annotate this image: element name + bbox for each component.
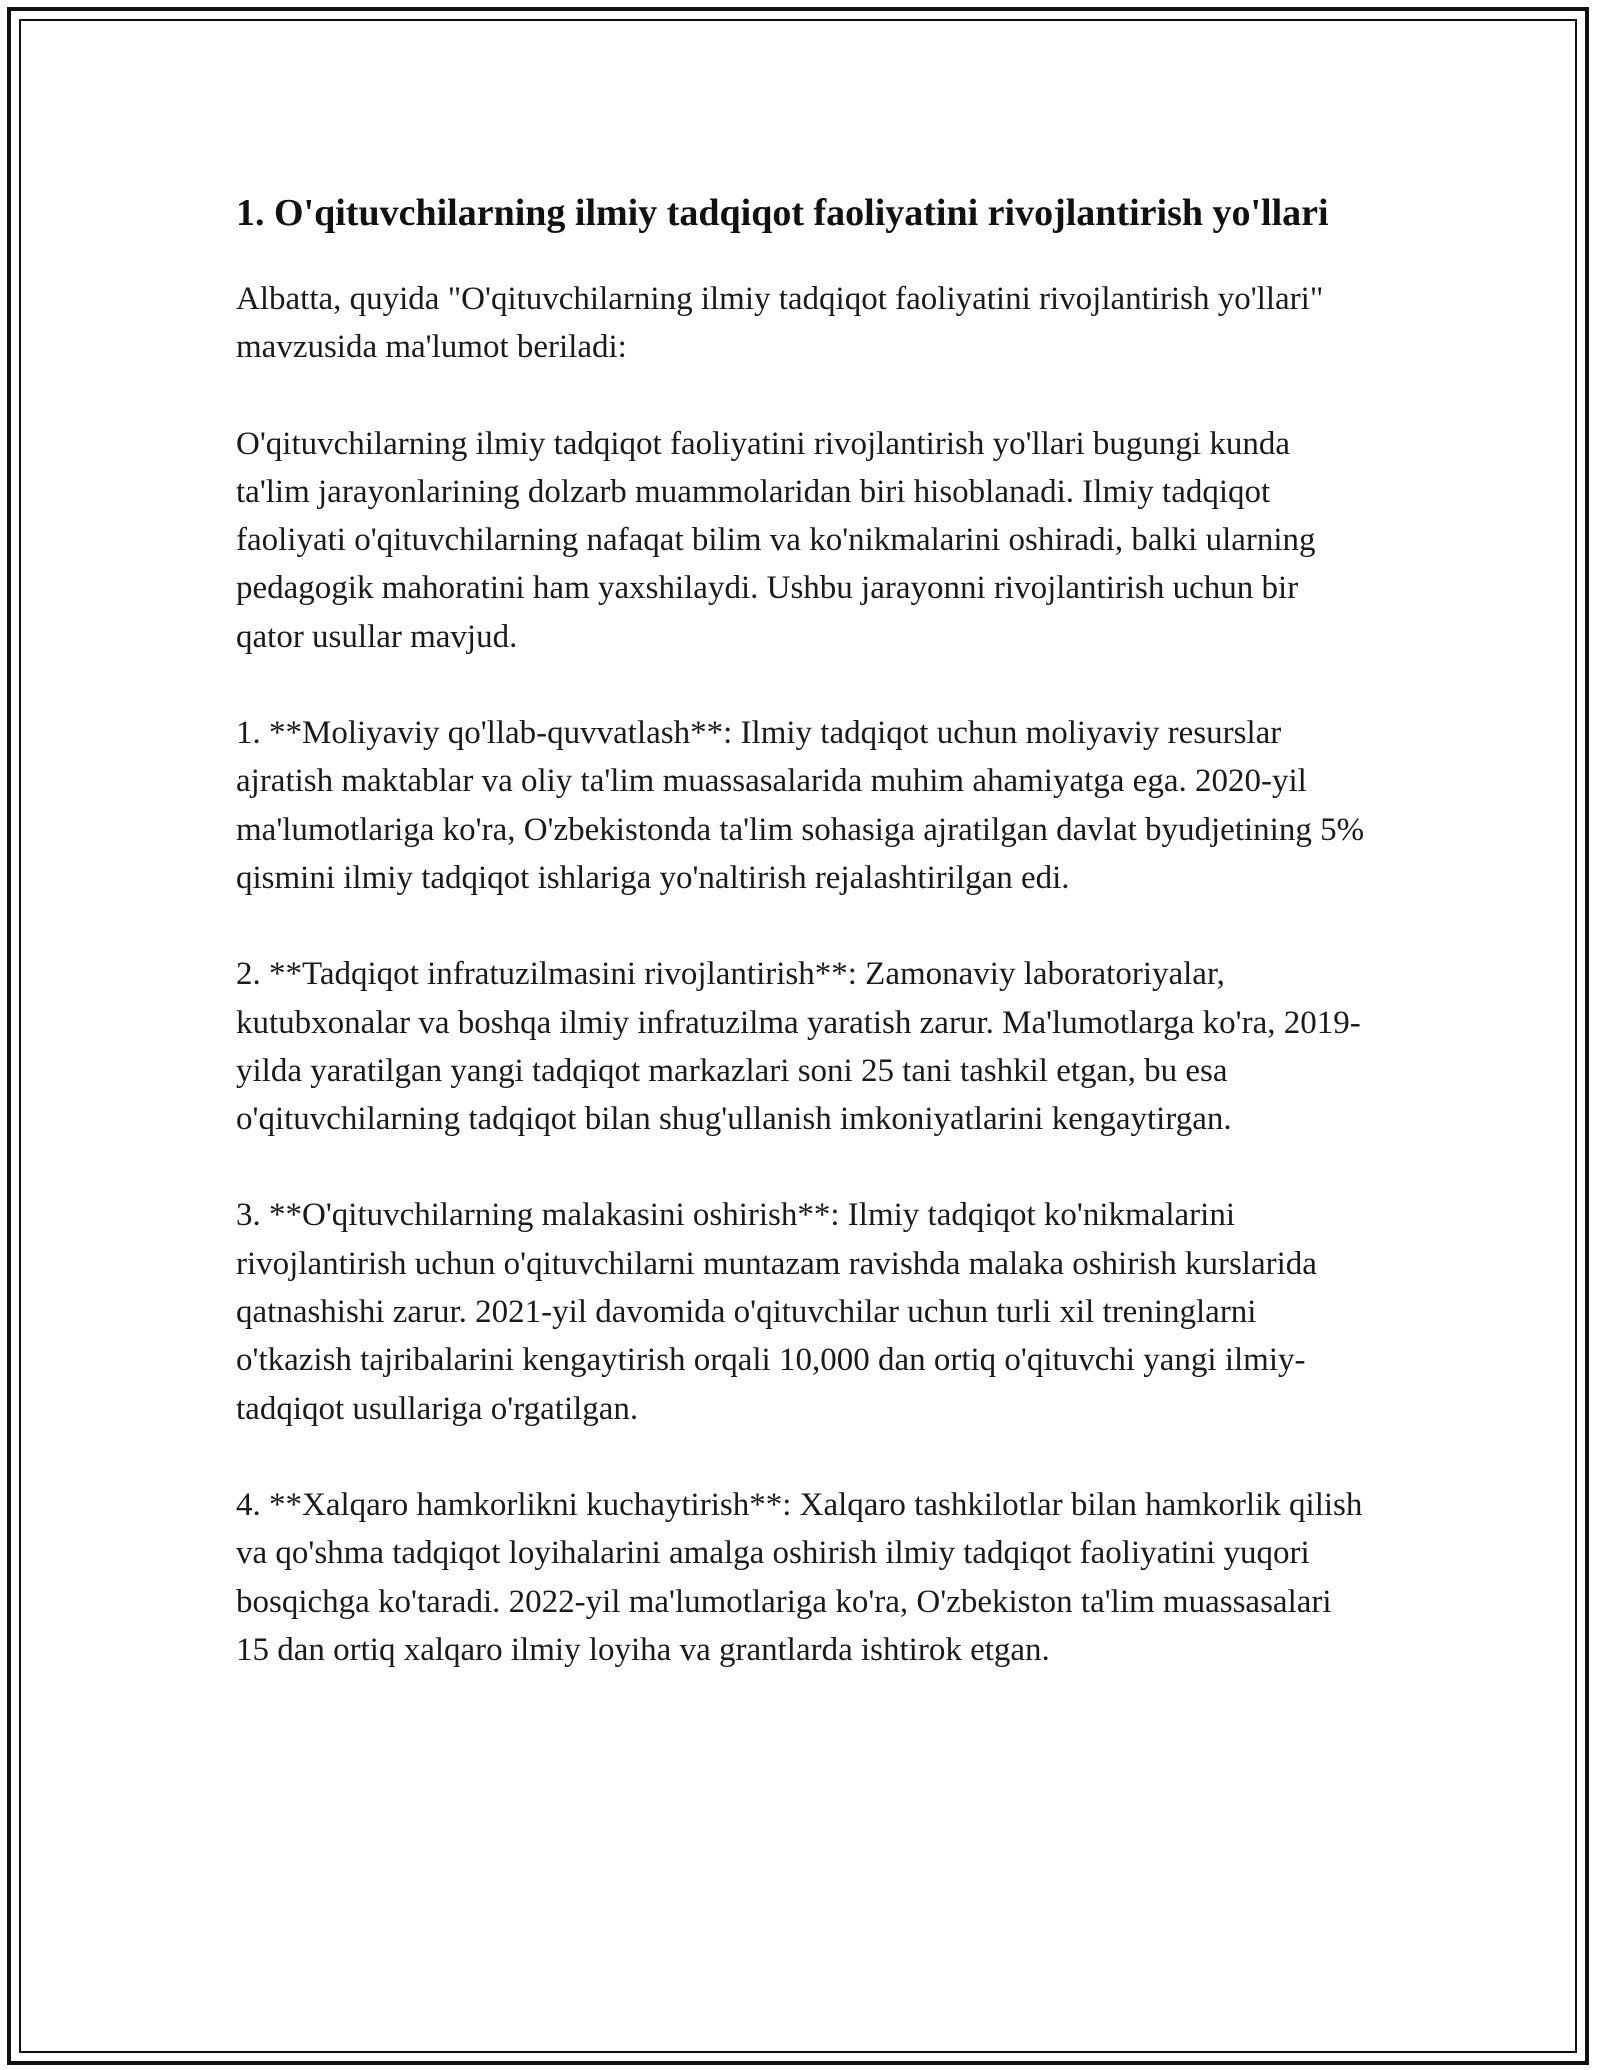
list-item-teacher-qualification: 3. **O'qituvchilarning malakasini oshirish**: Ilmiy tadqiqot ko'nikmalarini rivojlantirish uchun o'qituvchilarni muntazam ravishda malaka oshirish kurslarida qatnashishi zarur. 2021-yil davomida o'qituvchilar uchun turli xil treninglarni o'tkazish tajribalarini kengaytirish orqali 10,000 dan ortiq o'qituvchi yangi ilmiy-tadqiqot usullariga o'rgatilgan. [236,1197,1317,1427]
intro-paragraph: Albatta, quyida "O'qituvchilarning ilmiy tadqiqot faoliyatini rivojlantirish yo'llari" mavzusida ma'lumot beriladi: [236,281,1324,366]
list-item-financial-support: 1. **Moliyaviy qo'llab-quvvatlash**: Ilmiy tadqiqot uchun moliyaviy resurslar ajratish maktablar va oliy ta'lim muassasalarida muhim ahamiyatga ega. 2020-yil ma'lumotlariga ko'ra, O'zbekistonda ta'lim sohasiga ajratilgan davlat byudjetining 5% qismini ilmiy tadqiqot ishlariga yo'naltirish rejalashtirilgan edi. [236,715,1365,896]
document-body [236,186,1366,1674]
list-item-research-infrastructure: 2. **Tadqiqot infratuzilmasini rivojlantirish**: Zamonaviy laboratoriyalar, kutubxonalar va boshqa ilmiy infratuzilma yaratish zarur. Ma'lumotlarga ko'ra, 2019-yilda yaratilgan yangi tadqiqot markazlari soni 25 tani tashkil etgan, bu esa o'qituvchilarning tadqiqot bilan shug'ullanish imkoniyatlarini kengaytirgan. [236,956,1361,1138]
list-item-international-cooperation: 4. **Xalqaro hamkorlikni kuchaytirish**: Xalqaro tashkilotlar bilan hamkorlik qilish va qo'shma tadqiqot loyihalarini amalga oshirish ilmiy tadqiqot faoliyatini yuqori bosqichga ko'taradi. 2022-yil ma'lumotlariga ko'ra, O'zbekiston ta'lim muassasalari 15 dan ortiq xalqaro ilmiy loyiha va grantlarda ishtirok etgan. [236,1486,1363,1668]
overview-paragraph: O'qituvchilarning ilmiy tadqiqot faoliyatini rivojlantirish yo'llari bugungi kunda ta'lim jarayonlarining dolzarb muammolaridan biri hisoblanadi. Ilmiy tadqiqot faoliyati o'qituvchilarning nafaqat bilim va ko'nikmalarini oshiradi, balki ularning pedagogik mahoratini ham yaxshilaydi. Ushbu jarayonni rivojlantirish uchun bir qator usullar mavjud. [236,425,1316,655]
document-title: 1. O'qituvchilarning ilmiy tadqiqot faoliyatini rivojlantirish yo'llari [236,192,1329,234]
